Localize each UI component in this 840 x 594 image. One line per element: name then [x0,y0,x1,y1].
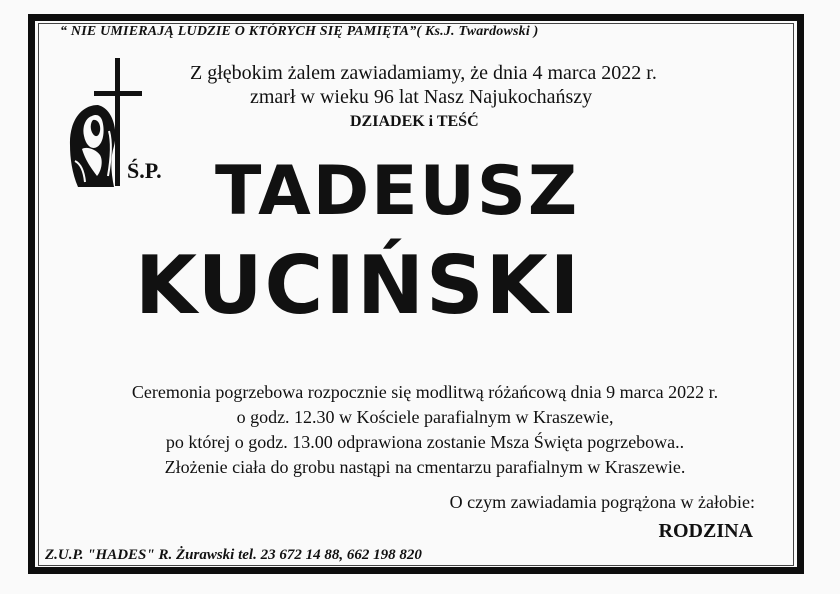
family-signature: RODZINA [658,520,753,542]
announcement-line-1: Z głębokim żalem zawiadamiamy, że dnia 4 marca 2022 r. [190,62,657,84]
memorial-quote: “ NIE UMIERAJĄ LUDZIE O KTÓRYCH SIĘ PAMIĘTA”( Ks.J. Twardowski ) [60,24,539,39]
deceased-last-name: KUCIŃSKI [135,239,582,332]
mourning-notice: O czym zawiadamia pogrążona w żałobie: [449,492,755,512]
announcement-line-2: zmarł w wieku 96 lat Nasz Najukochańszy [250,86,593,108]
ceremony-line-1: Ceremonia pogrzebowa rozpocznie się modlitwą różańcową dnia 9 marca 2022 r. [131,382,719,402]
ceremony-line-4: Złożenie ciała do grobu nastąpi na cmentarzu parafialnym w Kraszewie. [164,457,686,477]
funeral-ceremony-details [60,380,790,480]
deceased-first-name: TADEUSZ [215,152,580,231]
sp-abbreviation: Ś.P. [127,158,162,183]
ceremony-line-2: o godz. 12.30 w Kościele parafialnym w Kraszewie, [236,407,614,427]
funeral-home-contact: Z.U.P. "HADES" R. Żurawski tel. 23 672 14 88, 662 198 820 [45,547,422,563]
ceremony-line-3: po której o godz. 13.00 odprawiona zostanie Msza Święta pogrzebowa.. [165,432,685,452]
family-relation: DZIADEK i TEŚĆ [350,113,479,130]
